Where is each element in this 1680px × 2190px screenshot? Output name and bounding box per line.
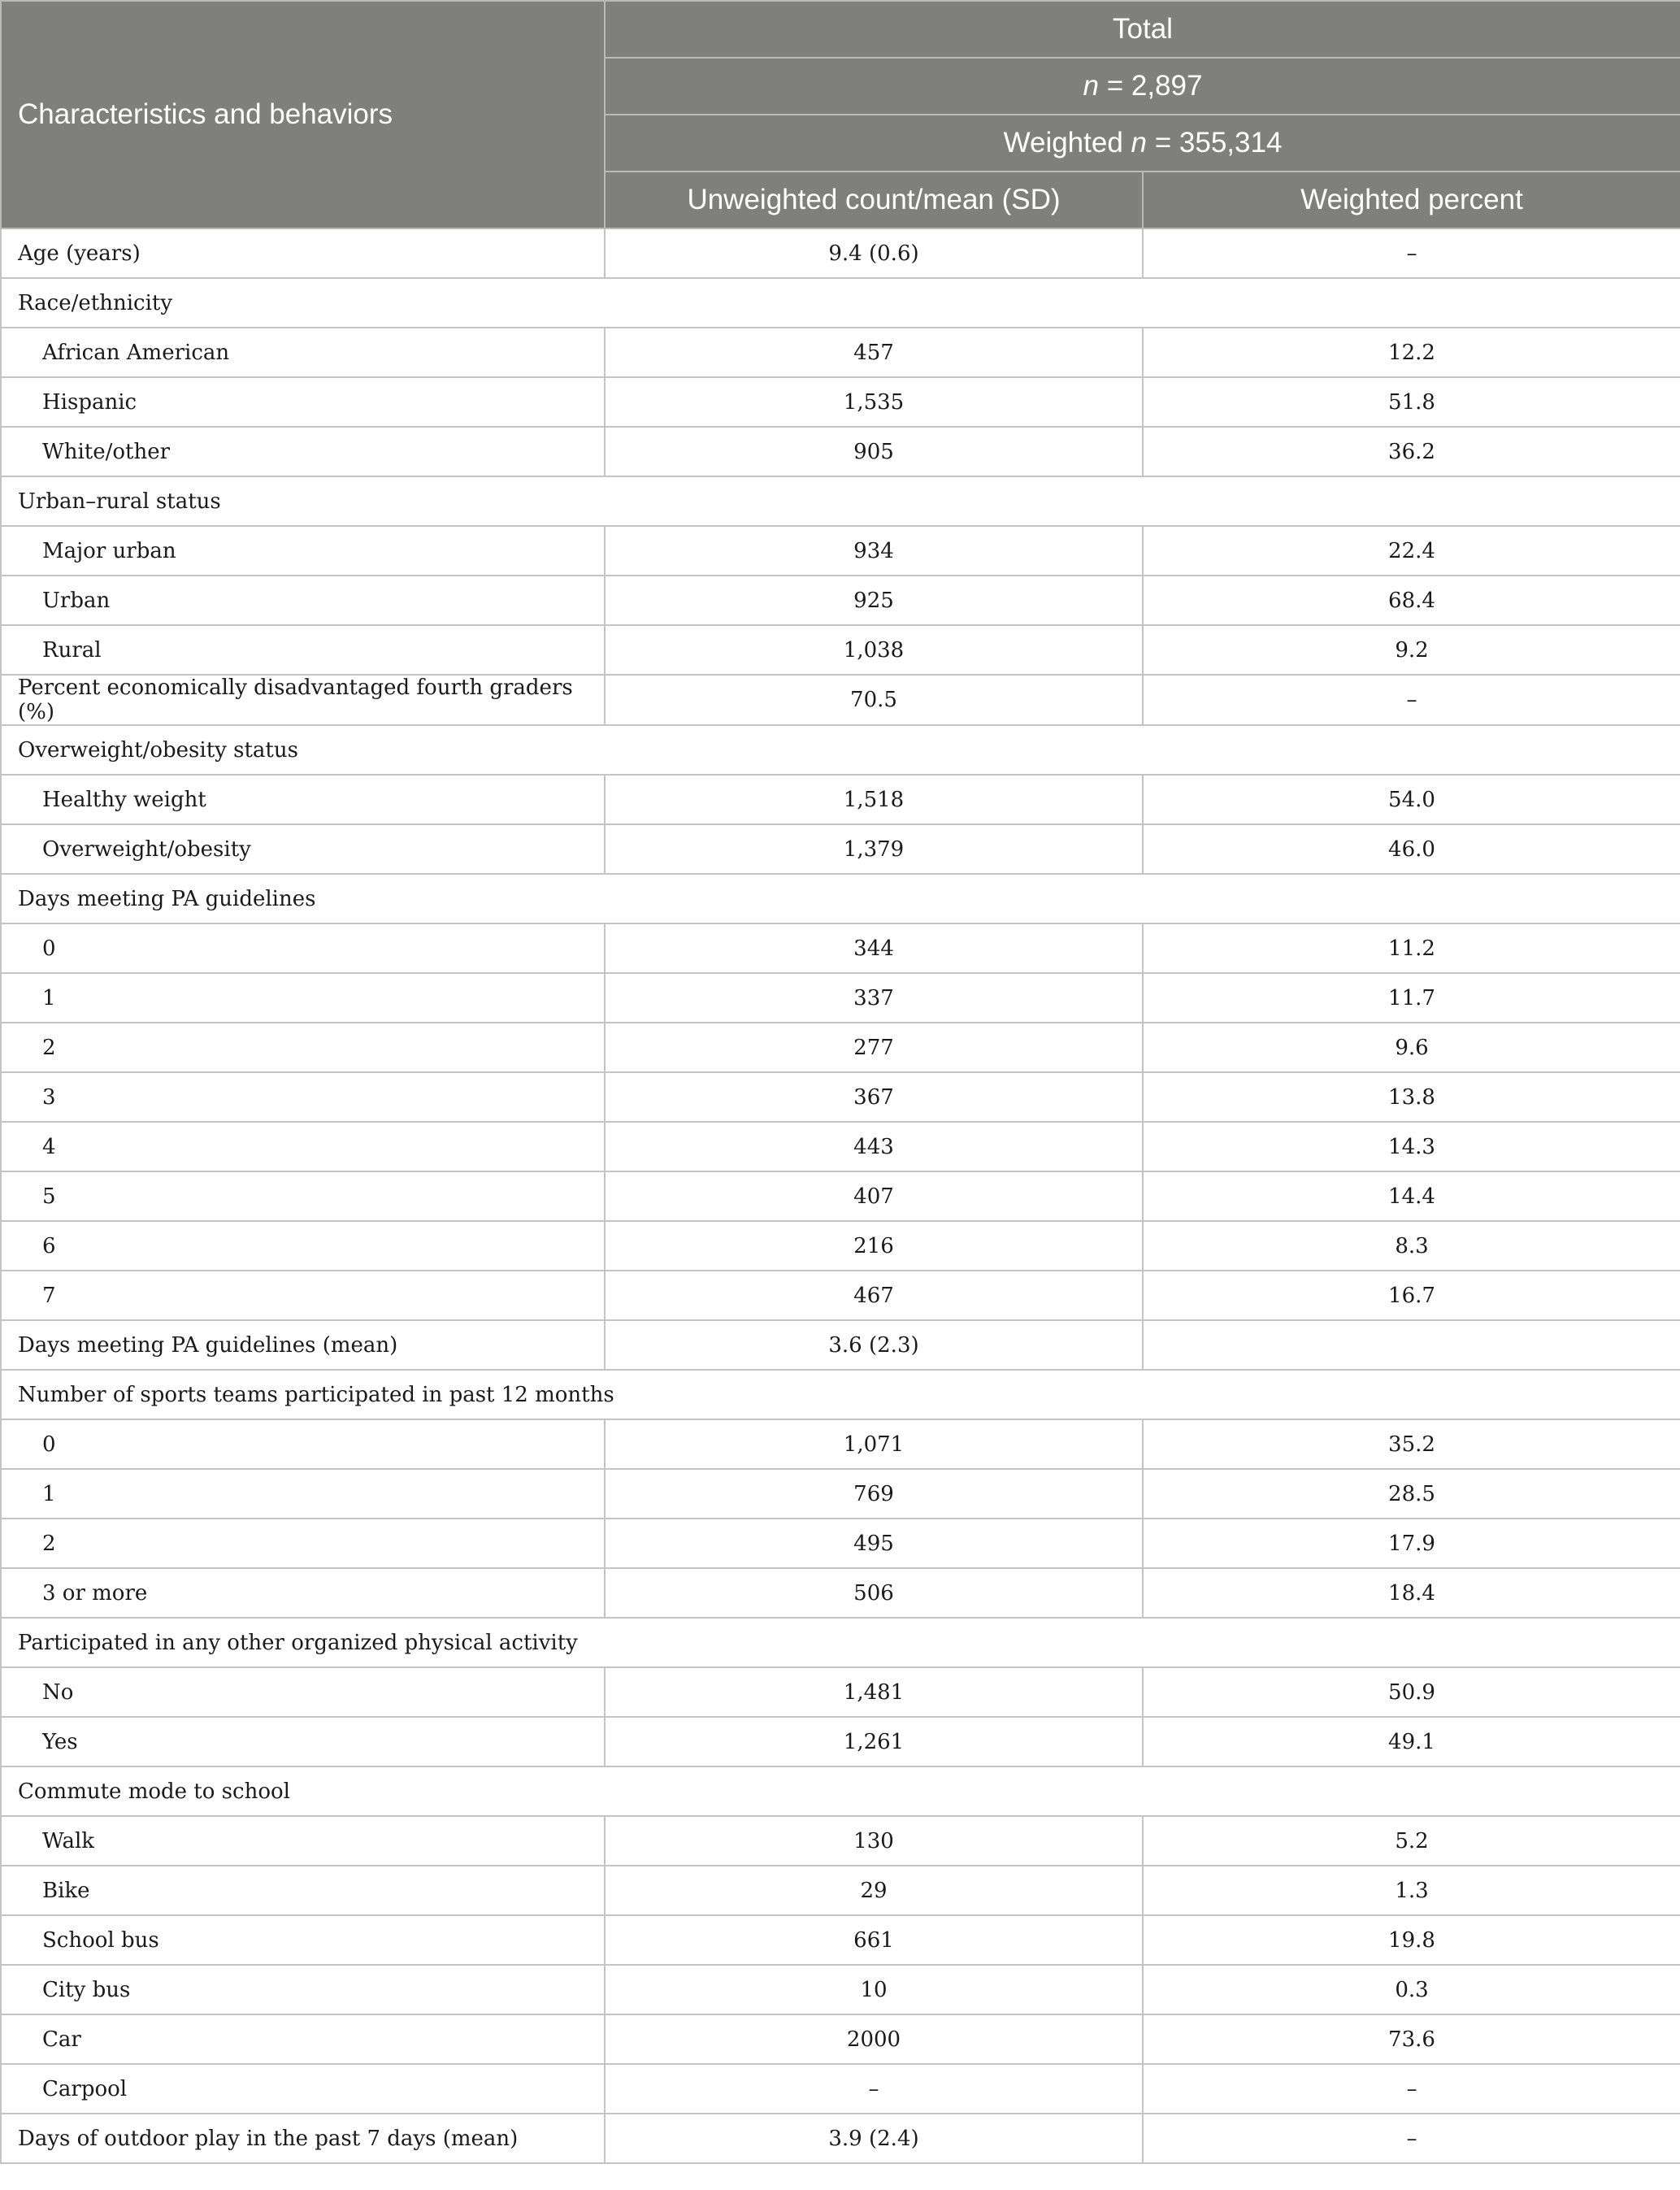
weighted-percent: 0.3: [1143, 1965, 1680, 2014]
row-label: Healthy weight: [1, 775, 605, 824]
weighted-percent: 35.2: [1143, 1419, 1680, 1469]
section-label: Participated in any other organized physical activity: [1, 1618, 1680, 1667]
section-row: [1, 1618, 1680, 1667]
weighted-n-header: [605, 115, 1680, 172]
sample-size-header: [605, 58, 1680, 115]
weighted-percent: 1.3: [1143, 1866, 1680, 1915]
row-label: Bike: [1, 1866, 605, 1915]
weighted-percent: 46.0: [1143, 824, 1680, 874]
table-row: [1, 328, 1680, 377]
table-row: [1, 377, 1680, 427]
table-row: [1, 1717, 1680, 1766]
weighted-percent: 9.6: [1143, 1023, 1680, 1072]
row-label: 2: [1, 1023, 605, 1072]
table-row: [1, 824, 1680, 874]
row-label: Hispanic: [1, 377, 605, 427]
table-body: [1, 228, 1680, 2163]
row-header-cell: Characteristics and behaviors: [1, 1, 605, 228]
n-symbol: n: [1083, 70, 1099, 102]
weighted-percent: 11.7: [1143, 973, 1680, 1023]
unweighted-column-header: Unweighted count/mean (SD): [605, 172, 1143, 228]
row-label: City bus: [1, 1965, 605, 2014]
unweighted-value: 337: [605, 973, 1143, 1023]
section-label: Overweight/obesity status: [1, 725, 1680, 775]
row-label: Rural: [1, 625, 605, 675]
header-row-total: [1, 1, 1680, 58]
unweighted-value: –: [605, 2064, 1143, 2114]
section-row: [1, 874, 1680, 923]
weighted-percent: 22.4: [1143, 526, 1680, 576]
row-label: Days meeting PA guidelines (mean): [1, 1320, 605, 1370]
table-row: [1, 2064, 1680, 2114]
unweighted-value: 1,071: [605, 1419, 1143, 1469]
row-label: White/other: [1, 427, 605, 476]
row-label: 5: [1, 1171, 605, 1221]
table-row: [1, 1568, 1680, 1618]
table-header: [1, 1, 1680, 228]
table-row: [1, 1271, 1680, 1320]
row-label: 3 or more: [1, 1568, 605, 1618]
row-label: Age (years): [1, 228, 605, 278]
table-row: [1, 2114, 1680, 2163]
weighted-percent: 9.2: [1143, 625, 1680, 675]
row-label: 1: [1, 1469, 605, 1519]
weighted-percent: –: [1143, 2064, 1680, 2114]
unweighted-value: 344: [605, 923, 1143, 973]
section-label: Commute mode to school: [1, 1766, 1680, 1816]
weighted-percent: 17.9: [1143, 1519, 1680, 1568]
weighted-percent: 11.2: [1143, 923, 1680, 973]
unweighted-value: 1,535: [605, 377, 1143, 427]
weighted-percent: 73.6: [1143, 2014, 1680, 2064]
table-row: [1, 1122, 1680, 1171]
section-row: [1, 725, 1680, 775]
weighted-percent: [1143, 1320, 1680, 1370]
weighted-column-header: Weighted percent: [1143, 172, 1680, 228]
weighted-label: Weighted: [1003, 127, 1131, 159]
unweighted-value: 1,518: [605, 775, 1143, 824]
table-row: [1, 1320, 1680, 1370]
unweighted-value: 277: [605, 1023, 1143, 1072]
section-label: Race/ethnicity: [1, 278, 1680, 328]
table-row: [1, 973, 1680, 1023]
row-label: 6: [1, 1221, 605, 1271]
unweighted-value: 2000: [605, 2014, 1143, 2064]
table-row: [1, 1171, 1680, 1221]
unweighted-value: 70.5: [605, 675, 1143, 725]
weighted-percent: 13.8: [1143, 1072, 1680, 1122]
section-row: [1, 1766, 1680, 1816]
table-row: [1, 923, 1680, 973]
table-row: [1, 1023, 1680, 1072]
section-label: Number of sports teams participated in past 12 months: [1, 1370, 1680, 1419]
row-label: Carpool: [1, 2064, 605, 2114]
unweighted-value: 457: [605, 328, 1143, 377]
row-label: Urban: [1, 576, 605, 625]
weighted-percent: –: [1143, 228, 1680, 278]
row-label: African American: [1, 328, 605, 377]
table-row: [1, 1667, 1680, 1717]
weighted-percent: 19.8: [1143, 1915, 1680, 1965]
row-label: Overweight/obesity: [1, 824, 605, 874]
weighted-n-value: = 355,314: [1147, 127, 1283, 159]
unweighted-value: 10: [605, 1965, 1143, 2014]
row-label: 2: [1, 1519, 605, 1568]
row-label: 1: [1, 973, 605, 1023]
weighted-percent: 8.3: [1143, 1221, 1680, 1271]
unweighted-value: 216: [605, 1221, 1143, 1271]
total-header: Total: [605, 1, 1680, 58]
table-row: [1, 1469, 1680, 1519]
row-label: 0: [1, 923, 605, 973]
weighted-n-symbol: n: [1131, 127, 1147, 159]
unweighted-value: 769: [605, 1469, 1143, 1519]
unweighted-value: 9.4 (0.6): [605, 228, 1143, 278]
row-label: Car: [1, 2014, 605, 2064]
table-row: [1, 1965, 1680, 2014]
unweighted-value: 367: [605, 1072, 1143, 1122]
table-row: [1, 625, 1680, 675]
table-row: [1, 1816, 1680, 1866]
unweighted-value: 443: [605, 1122, 1143, 1171]
table-row: [1, 775, 1680, 824]
weighted-percent: 51.8: [1143, 377, 1680, 427]
section-label: Days meeting PA guidelines: [1, 874, 1680, 923]
table-row: [1, 228, 1680, 278]
unweighted-value: 1,038: [605, 625, 1143, 675]
table-row: [1, 1419, 1680, 1469]
table-row: [1, 576, 1680, 625]
section-label: Urban–rural status: [1, 476, 1680, 526]
weighted-percent: 54.0: [1143, 775, 1680, 824]
unweighted-value: 934: [605, 526, 1143, 576]
unweighted-value: 1,261: [605, 1717, 1143, 1766]
weighted-percent: –: [1143, 675, 1680, 725]
row-label: Days of outdoor play in the past 7 days (mean): [1, 2114, 605, 2163]
row-label: No: [1, 1667, 605, 1717]
weighted-percent: 12.2: [1143, 328, 1680, 377]
row-label: 3: [1, 1072, 605, 1122]
table-row: [1, 1866, 1680, 1915]
section-row: [1, 1370, 1680, 1419]
unweighted-value: 407: [605, 1171, 1143, 1221]
table-row: [1, 1519, 1680, 1568]
table-row: [1, 2014, 1680, 2064]
unweighted-value: 29: [605, 1866, 1143, 1915]
unweighted-value: 661: [605, 1915, 1143, 1965]
unweighted-value: 130: [605, 1816, 1143, 1866]
weighted-percent: 49.1: [1143, 1717, 1680, 1766]
weighted-percent: 14.4: [1143, 1171, 1680, 1221]
n-value: = 2,897: [1098, 70, 1203, 102]
table-row: [1, 675, 1680, 725]
weighted-percent: 18.4: [1143, 1568, 1680, 1618]
section-row: [1, 278, 1680, 328]
section-row: [1, 476, 1680, 526]
weighted-percent: –: [1143, 2114, 1680, 2163]
weighted-percent: 68.4: [1143, 576, 1680, 625]
unweighted-value: 3.6 (2.3): [605, 1320, 1143, 1370]
table-row: [1, 1915, 1680, 1965]
weighted-percent: 36.2: [1143, 427, 1680, 476]
unweighted-value: 506: [605, 1568, 1143, 1618]
row-label: Walk: [1, 1816, 605, 1866]
weighted-percent: 16.7: [1143, 1271, 1680, 1320]
row-label: 4: [1, 1122, 605, 1171]
unweighted-value: 495: [605, 1519, 1143, 1568]
weighted-percent: 50.9: [1143, 1667, 1680, 1717]
table-row: [1, 427, 1680, 476]
unweighted-value: 1,379: [605, 824, 1143, 874]
unweighted-value: 905: [605, 427, 1143, 476]
table-row: [1, 526, 1680, 576]
row-label: 7: [1, 1271, 605, 1320]
unweighted-value: 3.9 (2.4): [605, 2114, 1143, 2163]
weighted-percent: 14.3: [1143, 1122, 1680, 1171]
unweighted-value: 467: [605, 1271, 1143, 1320]
table-row: [1, 1072, 1680, 1122]
row-label: Yes: [1, 1717, 605, 1766]
row-label: Percent economically disadvantaged fourth graders (%): [1, 675, 605, 725]
weighted-percent: 28.5: [1143, 1469, 1680, 1519]
unweighted-value: 925: [605, 576, 1143, 625]
table-row: [1, 1221, 1680, 1271]
unweighted-value: 1,481: [605, 1667, 1143, 1717]
row-label: School bus: [1, 1915, 605, 1965]
row-label: Major urban: [1, 526, 605, 576]
weighted-percent: 5.2: [1143, 1816, 1680, 1866]
row-label: 0: [1, 1419, 605, 1469]
